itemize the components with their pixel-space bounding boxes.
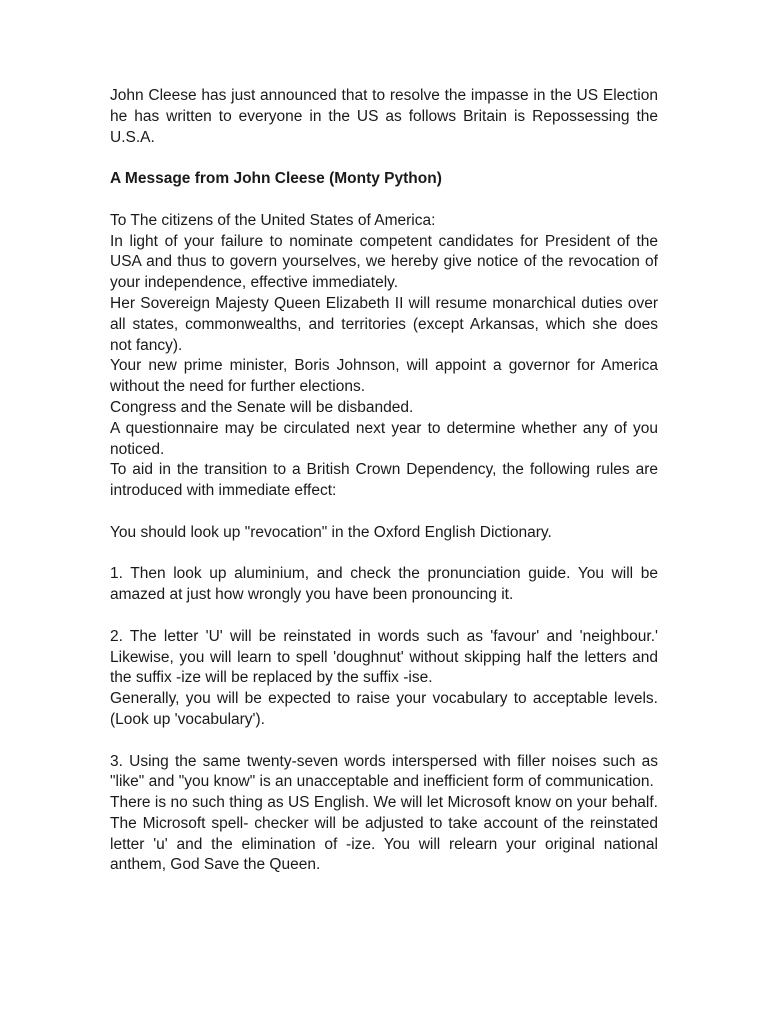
spacer	[110, 606, 658, 627]
spacer	[110, 502, 658, 523]
body-paragraph: In light of your failure to nominate competent candidates for President of the USA and thus to govern yourselves, we hereby give notice of the revocation of your independence, effective immediately.	[110, 232, 658, 292]
spacer	[110, 544, 658, 565]
spacer	[110, 190, 658, 211]
body-paragraph: Congress and the Senate will be disbanded.	[110, 398, 414, 416]
body-paragraph: A questionnaire may be circulated next year to determine whether any of you noticed.	[110, 419, 658, 458]
message-title: A Message from John Cleese (Monty Python)	[110, 170, 442, 188]
oed-note: You should look up "revocation" in the Oxford English Dictionary.	[110, 523, 552, 541]
document-page	[110, 86, 658, 876]
body-paragraph: Your new prime minister, Boris Johnson, will appoint a governor for America without the need for further elections.	[110, 357, 658, 396]
rule-3: 3. Using the same twenty-seven words interspersed with filler noises such as "like" and "you know" is an unacceptable and inefficient form of communication.	[110, 752, 658, 791]
rule-2-continued: Generally, you will be expected to raise your vocabulary to acceptable levels. (Look up 'vocabulary').	[110, 690, 658, 728]
intro-paragraph: John Cleese has just announced that to resolve the impasse in the US Election he has written to everyone in the US as follows Britain is Repossessing the U.S.A.	[110, 87, 658, 146]
rule-2: 2. The letter 'U' will be reinstated in words such as 'favour' and 'neighbour.' Likewise, you will learn to spell 'doughnut' without skipping half the letters and the suffix -ize will be replaced by the suffix -ise.	[110, 627, 658, 687]
rule-1: 1. Then look up aluminium, and check the pronunciation guide. You will be amazed at just how wrongly you have been pronouncing it.	[110, 565, 658, 604]
salutation: To The citizens of the United States of America:	[110, 211, 436, 229]
body-paragraph: To aid in the transition to a British Crown Dependency, the following rules are introduced with immediate effect:	[110, 461, 658, 500]
spacer	[110, 148, 658, 169]
rule-3-continued: There is no such thing as US English. We will let Microsoft know on your behalf. The Microsoft spell- checker will be adjusted to take account of the reinstated letter 'u' and the elimination of -ize. You will relearn your original national anthem, God Save the Queen.	[110, 794, 658, 874]
spacer	[110, 731, 658, 752]
body-paragraph: Her Sovereign Majesty Queen Elizabeth II will resume monarchical duties over all states, commonwealths, and territories (except Arkansas, which she does not fancy).	[110, 294, 658, 354]
